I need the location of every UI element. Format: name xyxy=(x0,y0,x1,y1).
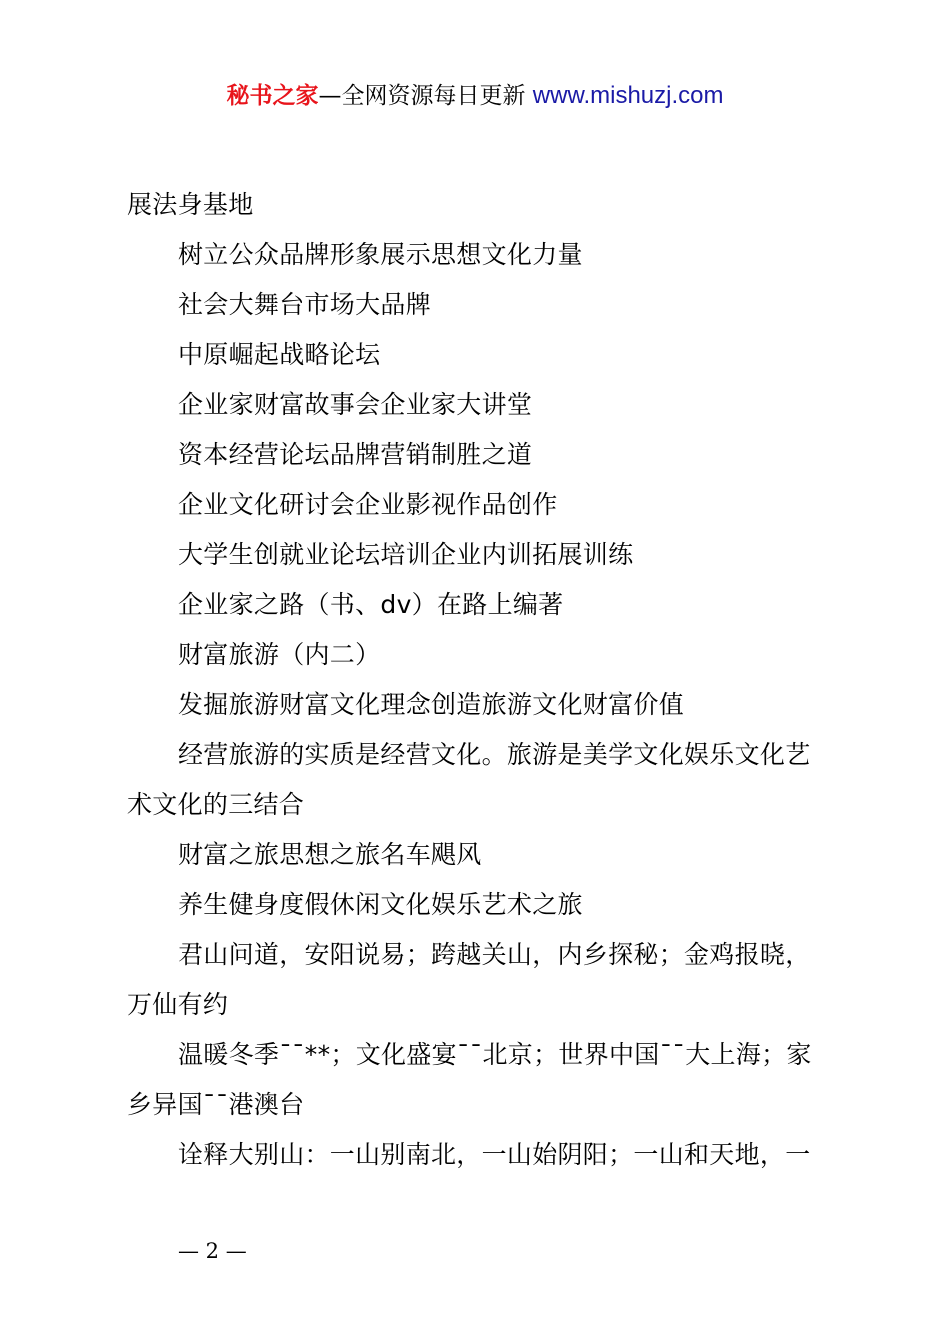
paragraph: 财富旅游（内二） xyxy=(178,640,381,669)
paragraph: 诠释大别山：一山别南北，一山始阴阳；一山和天地，一 xyxy=(178,1140,811,1169)
paragraph: 树立公众品牌形象展示思想文化力量 xyxy=(178,240,583,269)
paragraph-continuation: 展法身基地 xyxy=(127,190,254,219)
paragraph: 经营旅游的实质是经营文化。旅游是美学文化娱乐文化艺术文化的三结合 xyxy=(127,740,811,819)
paragraph: 发掘旅游财富文化理念创造旅游文化财富价值 xyxy=(178,690,685,719)
document-body xyxy=(127,180,835,1180)
paragraph: 企业家财富故事会企业家大讲堂 xyxy=(178,390,533,419)
paragraph: 资本经营论坛品牌营销制胜之道 xyxy=(178,440,533,469)
paragraph: 养生健身度假休闲文化娱乐艺术之旅 xyxy=(178,890,583,919)
site-url-link[interactable]: www.mishuzj.com xyxy=(532,82,724,109)
paragraph: 温暖冬季¯¯**；文化盛宴¯¯北京；世界中国¯¯大上海；家乡异国¯¯港澳台 xyxy=(127,1040,812,1119)
header-tagline: —全网资源每日更新 xyxy=(318,83,533,109)
paragraph: 社会大舞台市场大品牌 xyxy=(178,290,432,319)
paragraph: 中原崛起战略论坛 xyxy=(178,340,381,369)
paragraph: 企业家之路（书、dv）在路上编著 xyxy=(178,590,564,619)
paragraph: 企业文化研讨会企业影视作品创作 xyxy=(178,490,558,519)
paragraph: 大学生创就业论坛培训企业内训拓展训练 xyxy=(178,540,634,569)
paragraph: 财富之旅思想之旅名车飓风 xyxy=(178,840,482,869)
brand-name: 秘书之家 xyxy=(226,83,319,109)
page-number: — 2 — xyxy=(178,1239,247,1263)
paragraph: 君山问道，安阳说易；跨越关山，内乡探秘；金鸡报晓，万仙有约 xyxy=(127,940,811,1019)
site-header xyxy=(0,80,950,112)
